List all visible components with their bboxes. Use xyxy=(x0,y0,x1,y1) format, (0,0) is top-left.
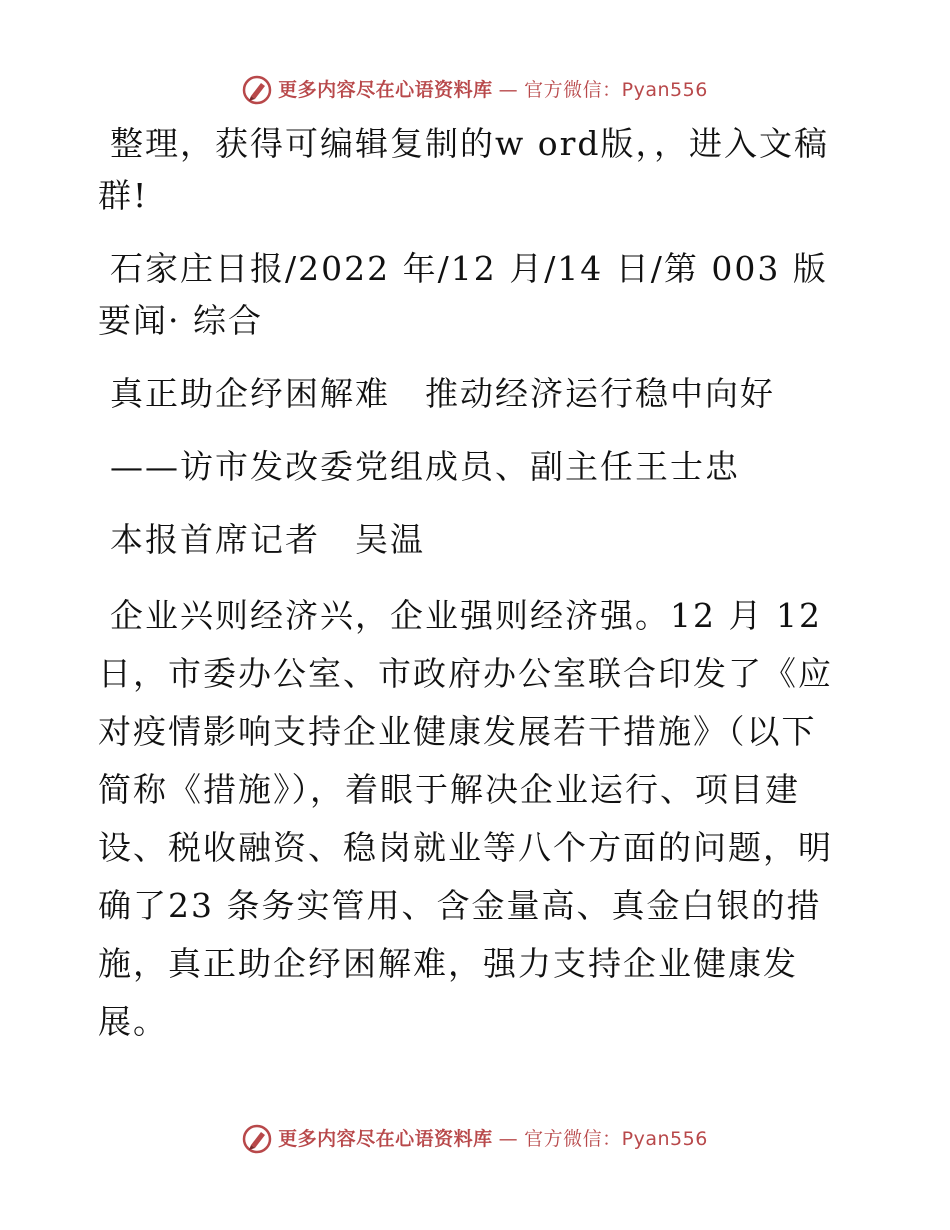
watermark-wechat-text: 官方微信：Pyan556 xyxy=(524,1128,708,1150)
watermark-main-text: 更多内容尽在心语资料库 xyxy=(278,1128,493,1150)
watermark-main-text: 更多内容尽在心语资料库 xyxy=(278,79,493,101)
pen-logo-icon xyxy=(242,1124,272,1154)
intro-paragraph: 整理，获得可编辑复制的w ord版，，进入文稿群! xyxy=(98,124,830,215)
source-line: 石家庄日报/2022 年/12 月/14 日/第 003 版要闻· 综合 xyxy=(98,249,828,340)
body-paragraph: 企业兴则经济兴，企业强则经济强。12 月 12 日，市委办公室、市政府办公室联合印发了《应对疫情影响支持企业健康发展若干措施》（以下简称《措施》），着眼于解决企业运行、项目建设、税收融资、稳岗就业等八个方面的问题，明确了23 条务实管用、含金量高、真金白银的措施，真正助企纾困解难，强力支持企业健康发展。 xyxy=(98,596,833,1041)
watermark-wechat-text: 官方微信：Pyan556 xyxy=(524,79,708,101)
watermark-separator: — xyxy=(498,79,519,101)
article-title: 真正助企纾困解难 推动经济运行稳中向好 xyxy=(110,374,775,413)
document-body xyxy=(98,118,850,1072)
footer-watermark xyxy=(0,1124,950,1154)
header-watermark xyxy=(0,75,950,105)
watermark-separator: — xyxy=(498,1128,519,1150)
article-subtitle: ——访市发改委党组成员、副主任王士忠 xyxy=(110,447,740,486)
pen-logo-icon xyxy=(242,75,272,105)
byline: 本报首席记者 吴温 xyxy=(110,520,425,559)
